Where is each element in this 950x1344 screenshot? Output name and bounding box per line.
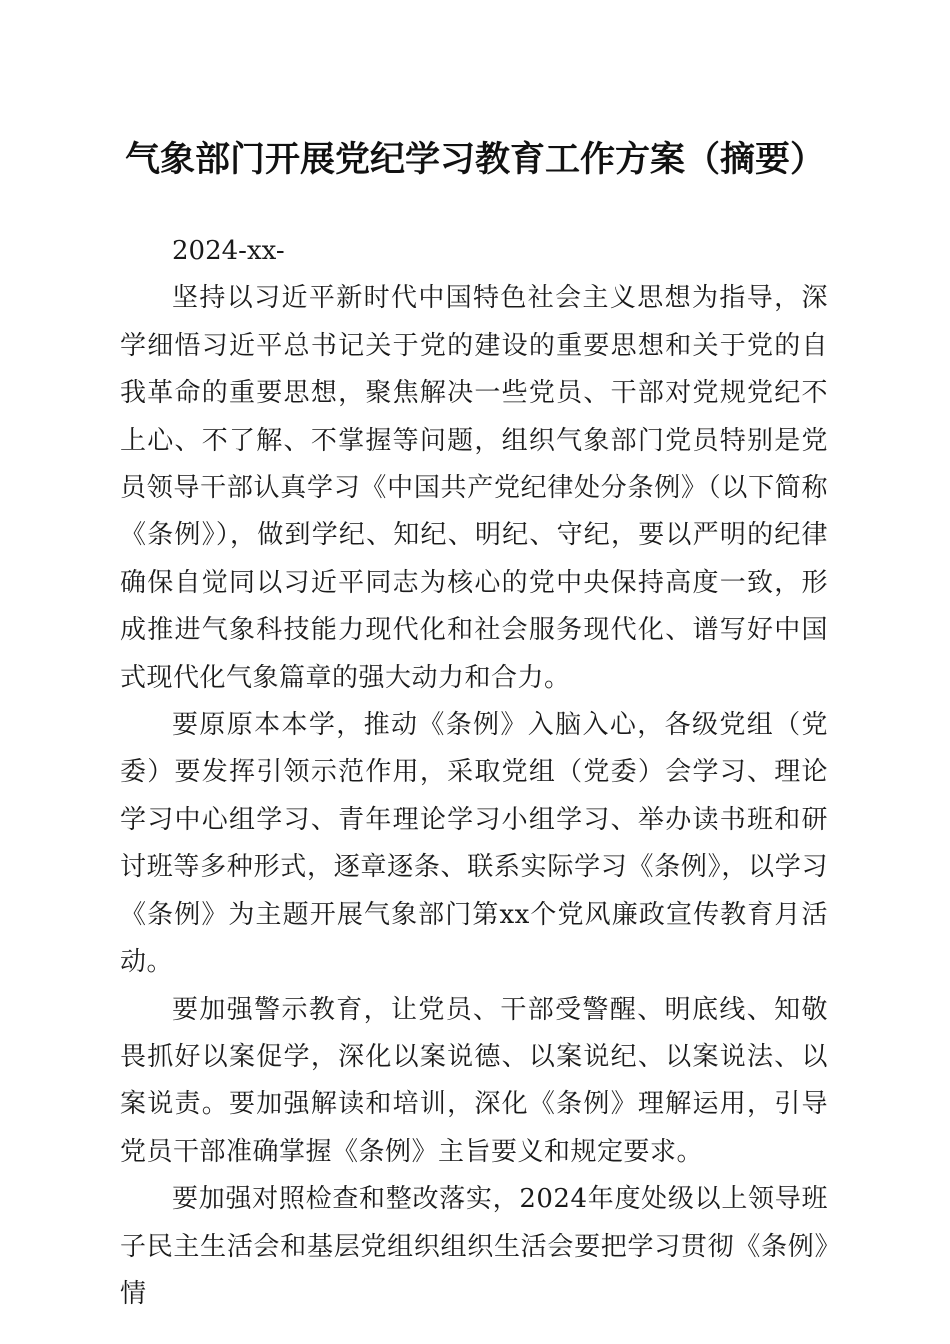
paragraph-4: 要加强对照检查和整改落实，2024年度处级以上领导班子民主生活会和基层党组织组织生活会要把学习贯彻《条例》情: [120, 1184, 828, 1309]
document-title: 气象部门开展党纪学习教育工作方案（摘要）: [124, 140, 825, 180]
document-body: [120, 228, 828, 1318]
paragraph-2: 要原原本本学，推动《条例》入脑入心，各级党组（党委）要发挥引领示范作用，采取党组（党委）会学习、理论学习中心组学习、青年理论学习小组学习、举办读书班和研讨班等多种形式，逐章逐条、联系实际学习《条例》，以学习《条例》为主题开展气象部门第xx个党风廉政宣传教育月活动。: [120, 710, 828, 978]
document-date: 2024-xx-: [172, 236, 285, 266]
paragraph-1: 坚持以习近平新时代中国特色社会主义思想为指导，深学细悟习近平总书记关于党的建设的重要思想和关于党的自我革命的重要思想，聚焦解决一些党员、干部对党规党纪不上心、不了解、不掌握等问题，组织气象部门党员特别是党员领导干部认真学习《中国共产党纪律处分条例》（以下简称《条例》），做到学纪、知纪、明纪、守纪，要以严明的纪律确保自觉同以习近平同志为核心的党中央保持高度一致，形成推进气象科技能力现代化和社会服务现代化、谱写好中国式现代化气象篇章的强大动力和合力。: [120, 283, 828, 693]
paragraph-3: 要加强警示教育，让党员、干部受警醒、明底线、知敬畏抓好以案促学，深化以案说德、以案说纪、以案说法、以案说责。要加强解读和培训，深化《条例》理解运用，引导党员干部准确掌握《条例》主旨要义和规定要求。: [120, 994, 828, 1167]
